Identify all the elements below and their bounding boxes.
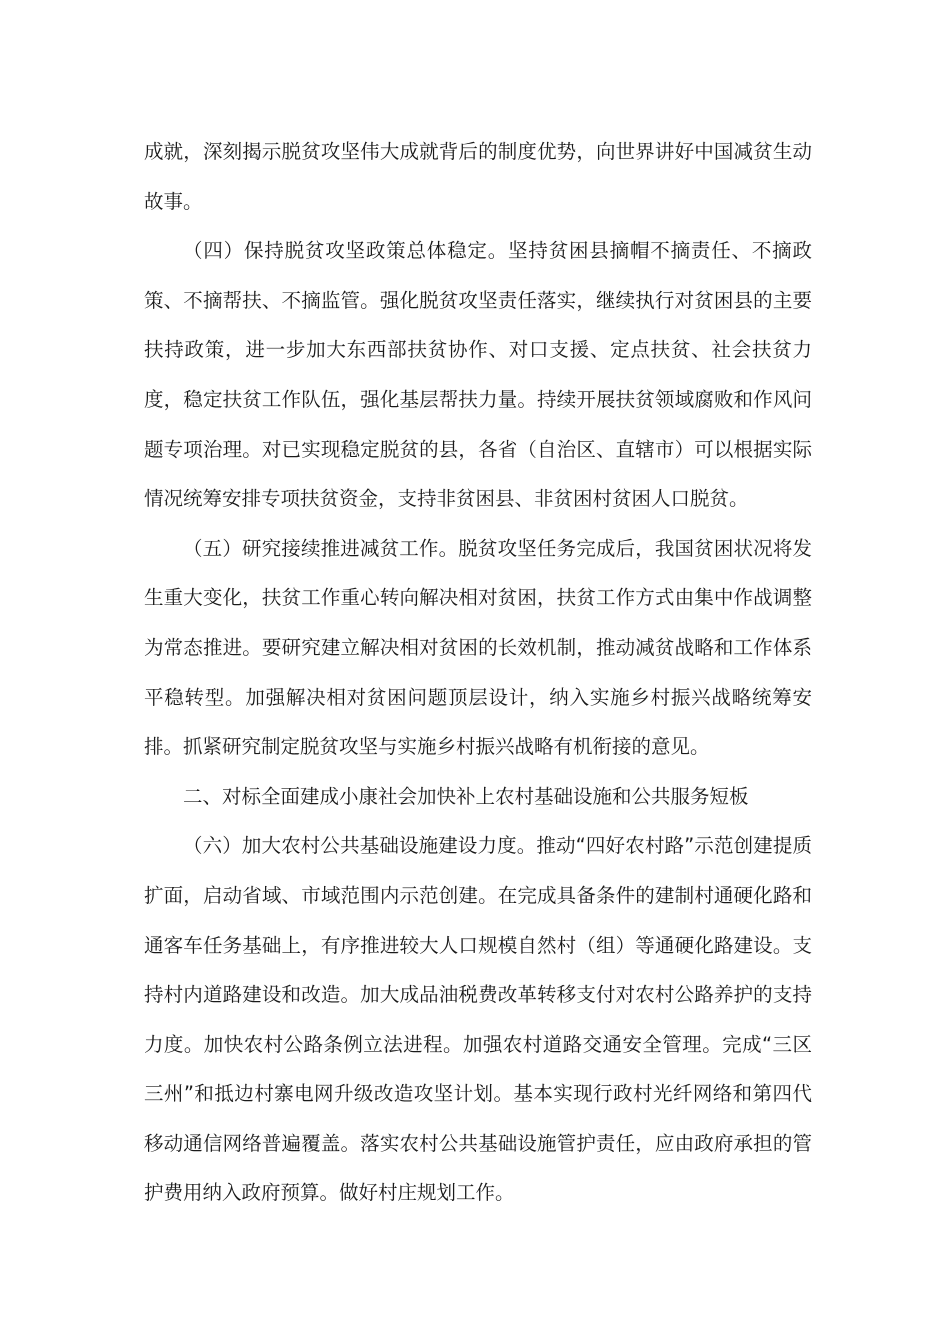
paragraph-section-6: （六）加大农村公共基础设施建设力度。推动“四好农村路”示范创建提质扩面，启动省域、市域范围内示范创建。在完成具备条件的建制村通硬化路和通客车任务基础上，有序推进较大人口规模自然村（组）等通硬化路建设。支持村内道路建设和改造。加大成品油税费改革转移支付对农村公路养护的支持力度。加快农村公路条例立法进程。加强农村道路交通安全管理。完成“三区三州”和抵边村寨电网升级改造攻坚计划。基本实现行政村光纤网络和第四代移动通信网络普遍覆盖。落实农村公共基础设施管护责任，应由政府承担的管护费用纳入政府预算。做好村庄规划工作。 bbox=[144, 834, 812, 1205]
paragraph-section-4: （四）保持脱贫攻坚政策总体稳定。坚持贫困县摘帽不摘责任、不摘政策、不摘帮扶、不摘监管。强化脱贫攻坚责任落实，继续执行对贫困县的主要扶持政策，进一步加大东西部扶贫协作、对口支援、定点扶贫、社会扶贫力度，稳定扶贫工作队伍，强化基层帮扶力量。持续开展扶贫领域腐败和作风问题专项治理。对已实现稳定脱贫的县，各省（自治区、直辖市）可以根据实际情况统筹安排专项扶贫资金，支持非贫困县、非贫困村贫困人口脱贫。 bbox=[144, 239, 812, 511]
paragraph-section-5: （五）研究接续推进减贫工作。脱贫攻坚任务完成后，我国贫困状况将发生重大变化，扶贫工作重心转向解决相对贫困，扶贫工作方式由集中作战调整为常态推进。要研究建立解决相对贫困的长效机制，推动减贫战略和工作体系平稳转型。加强解决相对贫困问题顶层设计，纳入实施乡村振兴战略统筹安排。抓紧研究制定脱贫攻坚与实施乡村振兴战略有机衔接的意见。 bbox=[144, 536, 812, 759]
paragraph-continuation: 成就，深刻揭示脱贫攻坚伟大成就背后的制度优势，向世界讲好中国减贫生动故事。 bbox=[144, 140, 812, 213]
section-heading-2: 二、对标全面建成小康社会加快补上农村基础设施和公共服务短板 bbox=[183, 784, 749, 808]
document-body bbox=[144, 127, 812, 1218]
